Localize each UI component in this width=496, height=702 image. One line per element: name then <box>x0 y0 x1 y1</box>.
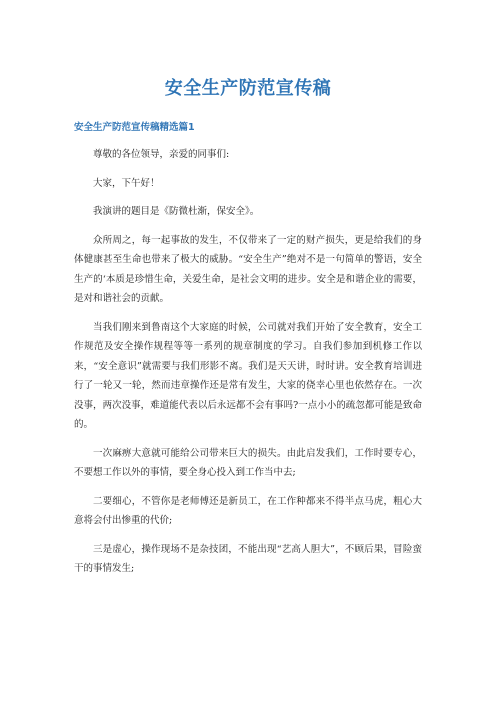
paragraph-body: 三是虚心，操作现场不是杂技团，不能出现“艺高人胆大”，不顾后果，冒险蛮干的事情发生; <box>74 543 422 574</box>
paragraph-body: 一次麻痹大意就可能给公司带来巨大的损失。由此启发我们，工作时要专心，不要想工作以外的事情，要全身心投入到工作当中去; <box>74 447 422 478</box>
paragraph-body: 当我们刚来到鲁南这个大家庭的时候，公司就对我们开始了安全教育，安全工作规范及安全操作规程等等一系列的规章制度的学习。自我们参加到机修工作以来，“安全意识”就需要与我们形影不离。我们是天天讲，时时讲。安全教育培训进行了一轮又一轮，然而违章操作还是常有发生，大家的侥幸心里也依然存在。一次没事，两次没事，难道能代表以后永远都不会有事吗?一点小小的疏忽都可能是致命的。 <box>74 321 422 430</box>
document-title: 安全生产防范宣传稿 <box>164 78 332 99</box>
paragraph-topic: 我演讲的题目是《防微杜渐，保安全》。 <box>93 206 260 217</box>
paragraph-greeting: 尊敬的各位领导，亲爱的同事们: <box>93 149 230 160</box>
section-heading: 安全生产防范宣传稿精选篇1 <box>74 122 195 133</box>
paragraph-body: 二要细心，不管你是老师傅还是新员工，在工作种都来不得半点马虎，粗心大意将会付出惨重的代价; <box>74 495 422 526</box>
paragraph-hello: 大家，下午好！ <box>93 177 160 189</box>
paragraph-body: 众所周之，每一起事故的发生，不仅带来了一定的财产损失，更是给我们的身体健康甚至生命也带来了极大的威胁。“安全生产”绝对不是一句简单的警语，安全生产的‘本质是珍惜生命，关爱生命，是社会文明的进步。安全是和谐企业的需要，是对和谐社会的贡献。 <box>74 234 422 304</box>
